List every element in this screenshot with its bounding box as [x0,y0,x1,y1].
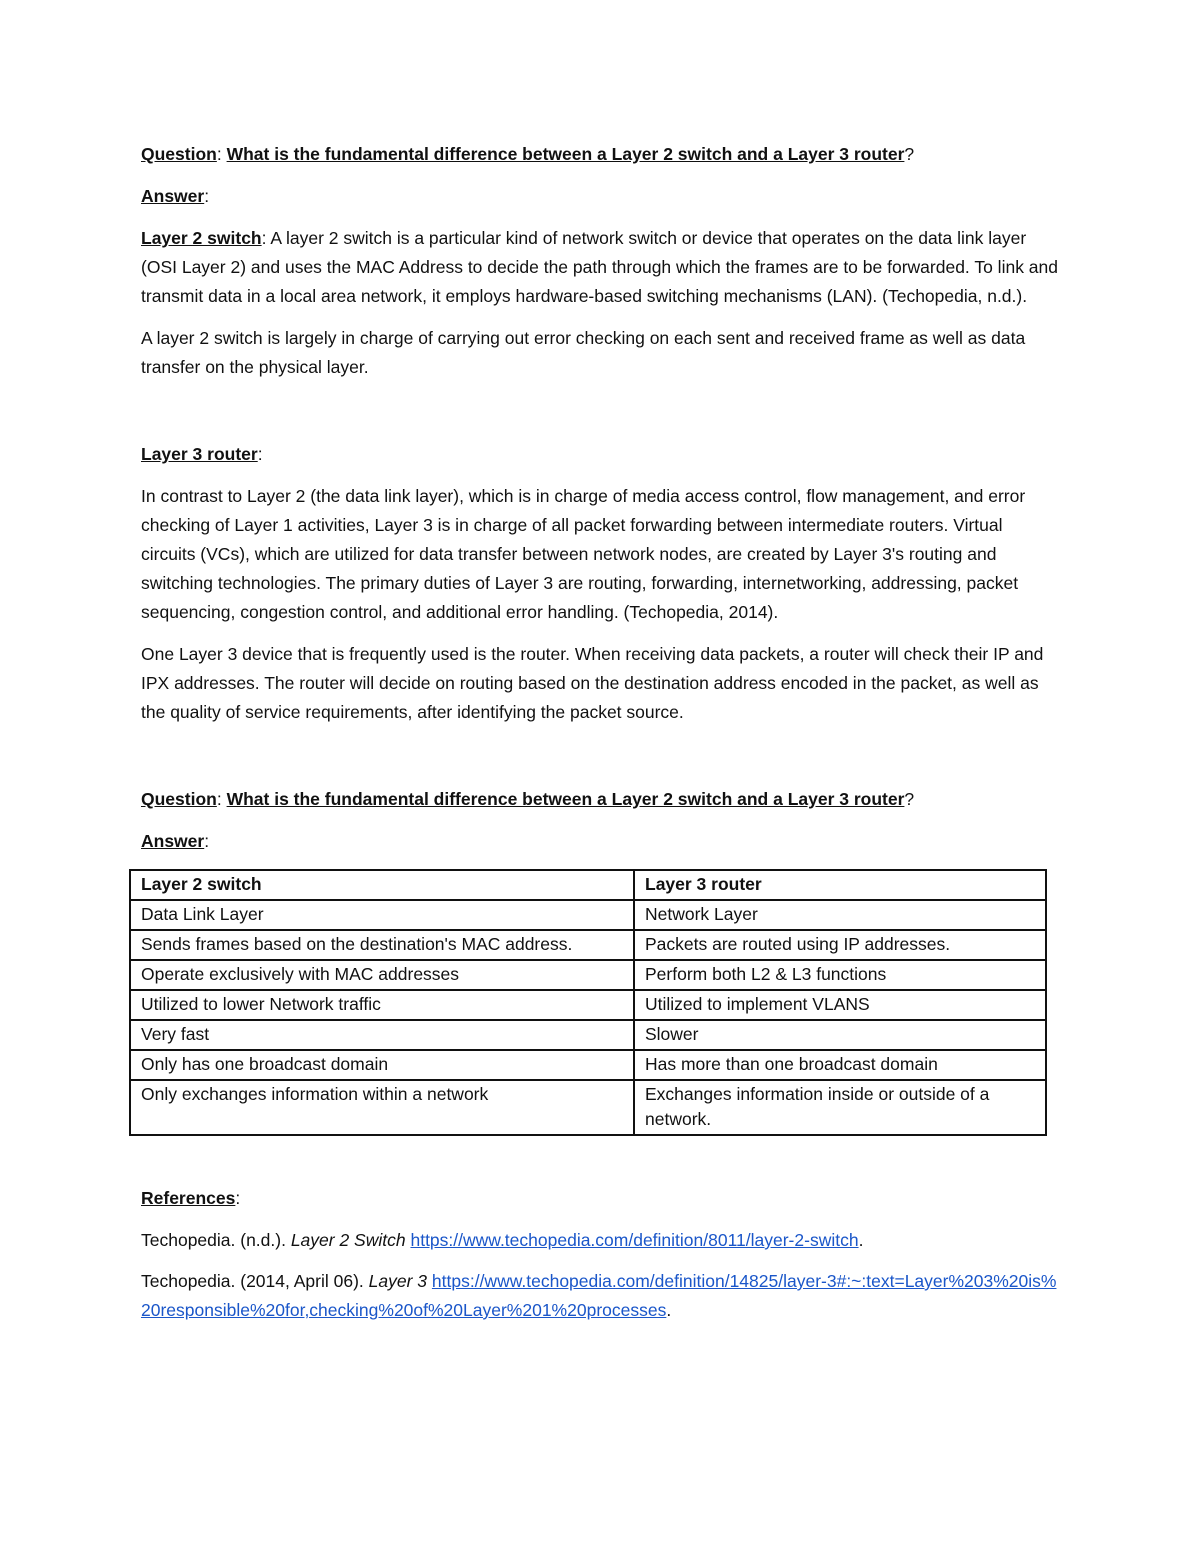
question-1: Question: What is the fundamental difference between a Layer 2 switch and a Layer 3 router? [141,144,915,164]
table-cell: Utilized to lower Network traffic [130,990,634,1020]
table-cell: Data Link Layer [130,900,634,930]
table-cell: Sends frames based on the destination's MAC address. [130,930,634,960]
table-cell: Only has one broadcast domain [130,1050,634,1080]
table-cell: Perform both L2 & L3 functions [634,960,1046,990]
table-row [130,900,1046,930]
answer-label: Answer [141,186,205,206]
reference-link[interactable]: https://www.techopedia.com/definition/14825/layer-3#:~:text=Layer%203%20is%20responsible%20for,checking%20of%20Layer%201%20processes [141,1271,1057,1320]
table-cell: Very fast [130,1020,634,1050]
table-cell: Utilized to implement VLANS [634,990,1046,1020]
table-cell: Packets are routed using IP addresses. [634,930,1046,960]
references-heading-line: References: [141,1188,241,1208]
table-cell: Has more than one broadcast domain [634,1050,1046,1080]
answer-label: Answer [141,831,205,851]
table-row [130,960,1046,990]
answer-heading: Answer: [141,186,210,206]
reference-2: Techopedia. (2014, April 06). Layer 3 https://www.techopedia.com/definition/14825/layer-3#:~:text=Layer%203%20is%20responsible%20for,checking%20of%20Layer%201%20processes. [141,1271,1057,1320]
switch-paragraph-2: A layer 2 switch is largely in charge of carrying out error checking on each sent and received frame as well as data transfer on the physical layer. [141,328,1026,377]
answer-heading-2: Answer: [141,831,210,851]
table-row [130,930,1046,960]
reference-1: Techopedia. (n.d.). Layer 2 Switch https://www.techopedia.com/definition/8011/layer-2-switch. [141,1230,864,1250]
table-cell: Network Layer [634,900,1046,930]
table-row [130,1020,1046,1050]
table-cell: Slower [634,1020,1046,1050]
router-heading-line: Layer 3 router: [141,444,263,464]
table-row [130,1050,1046,1080]
document-page [141,140,1061,1337]
references-heading: References [141,1188,236,1208]
table-cell: Operate exclusively with MAC addresses [130,960,634,990]
question-2: Question: What is the fundamental difference between a Layer 2 switch and a Layer 3 router? [141,789,915,809]
reference-link[interactable]: https://www.techopedia.com/definition/8011/layer-2-switch [410,1230,859,1250]
table-row [130,1080,1046,1135]
table-row [130,990,1046,1020]
question-text: What is the fundamental difference between a Layer 2 switch and a Layer 3 router [226,144,905,164]
router-paragraph-1: In contrast to Layer 2 (the data link layer), which is in charge of media access control, flow management, and error checking of Layer 1 activities, Layer 3 is in charge of all packet forwarding between intermediate routers. Virtual circuits (VCs), which are utilized for data transfer between network nodes, are created by Layer 3's routing and switching technologies. The primary duties of Layer 3 are routing, forwarding, internetworking, addressing, packet sequencing, congestion control, and additional error handling. (Techopedia, 2014). [141,486,1026,622]
table-header-cell: Layer 2 switch [130,870,634,900]
question-text: What is the fundamental difference between a Layer 2 switch and a Layer 3 router [226,789,905,809]
router-paragraph-2: One Layer 3 device that is frequently used is the router. When receiving data packets, a router will check their IP and IPX addresses. The router will decide on routing based on the destination address encoded in the packet, as well as the quality of service requirements, after identifying the packet source. [141,644,1044,722]
question-label: Question [141,144,217,164]
comparison-table [129,869,1047,1136]
table-cell: Only exchanges information within a network [130,1080,634,1135]
reference-title: Layer 2 Switch [290,1230,406,1250]
router-heading: Layer 3 router [141,444,258,464]
switch-heading: Layer 2 switch [141,228,262,248]
table-header-row [130,870,1046,900]
question-label: Question [141,789,217,809]
table-cell: Exchanges information inside or outside of a network. [634,1080,1046,1135]
switch-paragraph-1: Layer 2 switch: A layer 2 switch is a particular kind of network switch or device that operates on the data link layer (OSI Layer 2) and uses the MAC Address to decide the path through which the frames are to be forwarded. To link and transmit data in a local area network, it employs hardware-based switching mechanisms (LAN). (Techopedia, n.d.). [141,228,1058,306]
reference-title: Layer 3 [368,1271,428,1291]
table-header-cell: Layer 3 router [634,870,1046,900]
